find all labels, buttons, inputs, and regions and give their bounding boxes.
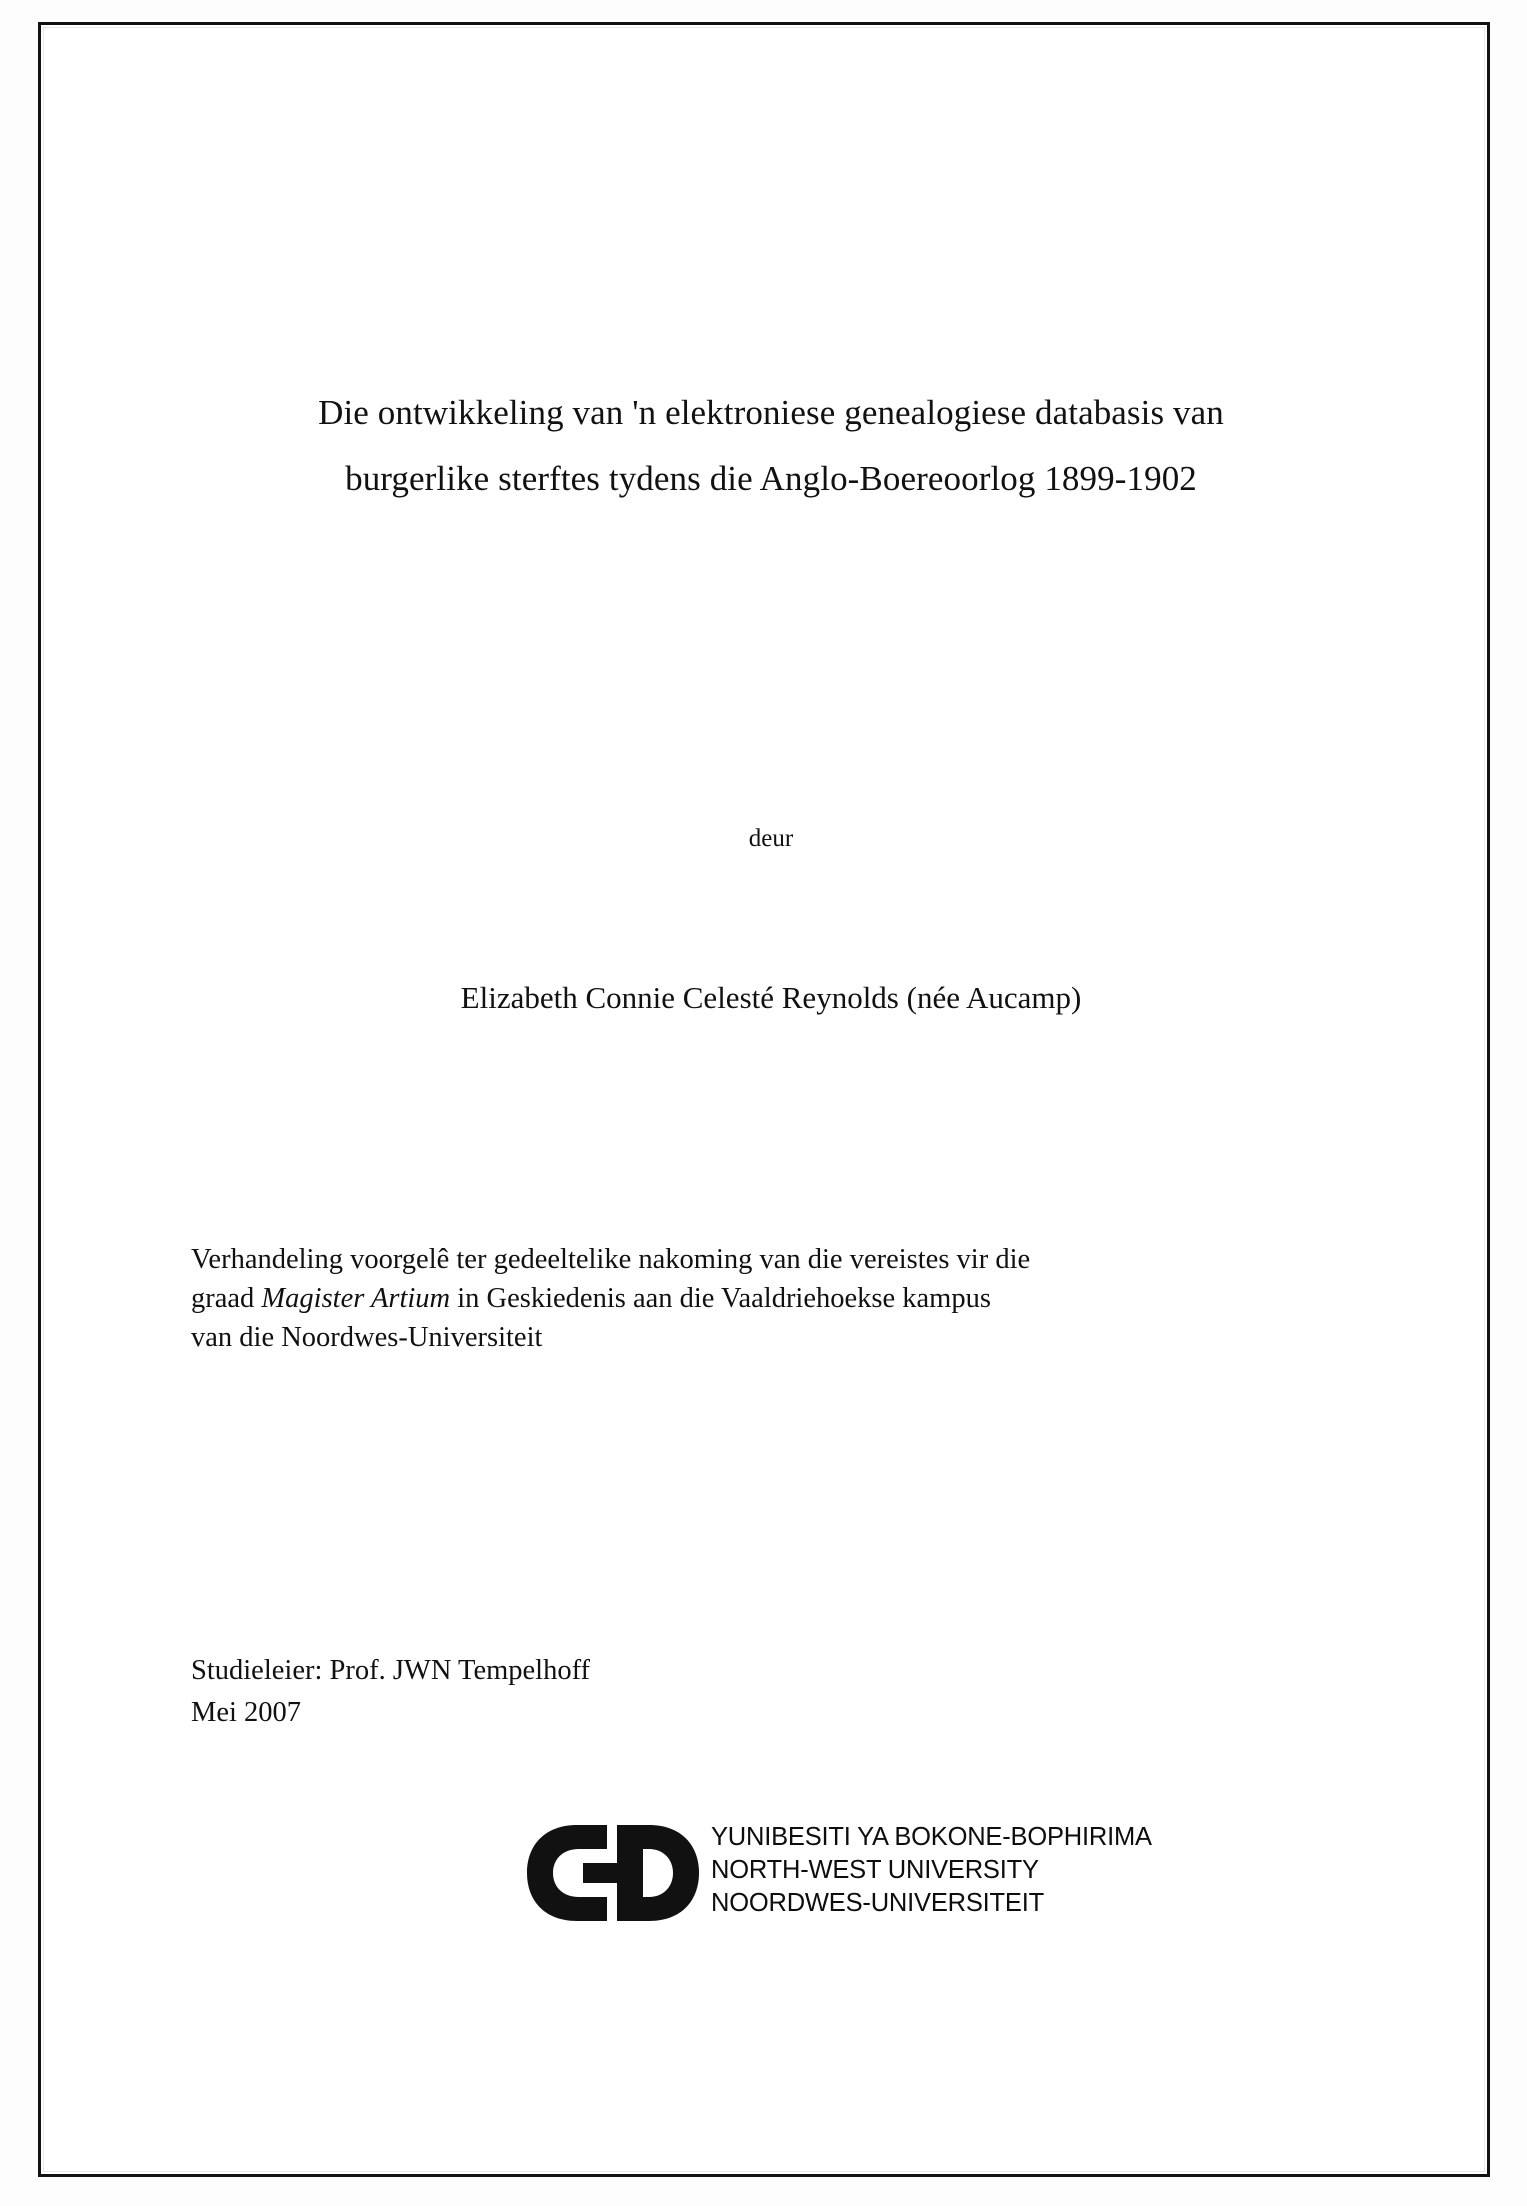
degree-statement-line-2-suffix: in Geskiedenis aan die Vaaldriehoekse kampus — [450, 1283, 991, 1314]
degree-statement-line-3: van die Noordwes-Universiteit — [191, 1322, 543, 1353]
degree-statement-line-2-prefix: graad — [191, 1283, 262, 1314]
degree-statement-line-1: Verhandeling voorgelê ter gedeeltelike nakoming van die vereistes vir die — [191, 1244, 1031, 1275]
logo-text-line-3: NOORDWES-UNIVERSITEIT — [711, 1889, 1044, 1917]
logo-text-line-1: YUNIBESITI YA BOKONE-BOPHIRIMA — [711, 1823, 1152, 1851]
logo-text-line-2: NORTH-WEST UNIVERSITY — [711, 1856, 1039, 1884]
supervisor-block — [191, 1650, 1291, 1734]
north-west-university-logo-mark-icon — [521, 1819, 716, 1927]
degree-statement-line-2 — [191, 1279, 1346, 1318]
university-logo-text — [711, 1821, 1152, 1920]
date-line: Mei 2007 — [191, 1697, 302, 1728]
title-page-content — [191, 25, 1351, 2174]
title-line-1: Die ontwikkeling van 'n elektroniese genealogiese databasis van — [318, 393, 1224, 432]
supervisor-line: Studieleier: Prof. JWN Tempelhoff — [191, 1655, 591, 1686]
by-label: deur — [748, 825, 794, 852]
degree-statement — [191, 1240, 1346, 1357]
title-line-2: burgerlike sterftes tydens die Anglo-Boereoorlog 1899-1902 — [345, 459, 1197, 498]
author-name: Elizabeth Connie Celesté Reynolds (née Aucamp) — [460, 980, 1082, 1015]
page-border-frame — [38, 22, 1490, 2177]
page-title — [191, 380, 1351, 512]
degree-name: Magister Artium — [261, 1283, 451, 1314]
university-logo — [521, 1815, 1221, 1945]
